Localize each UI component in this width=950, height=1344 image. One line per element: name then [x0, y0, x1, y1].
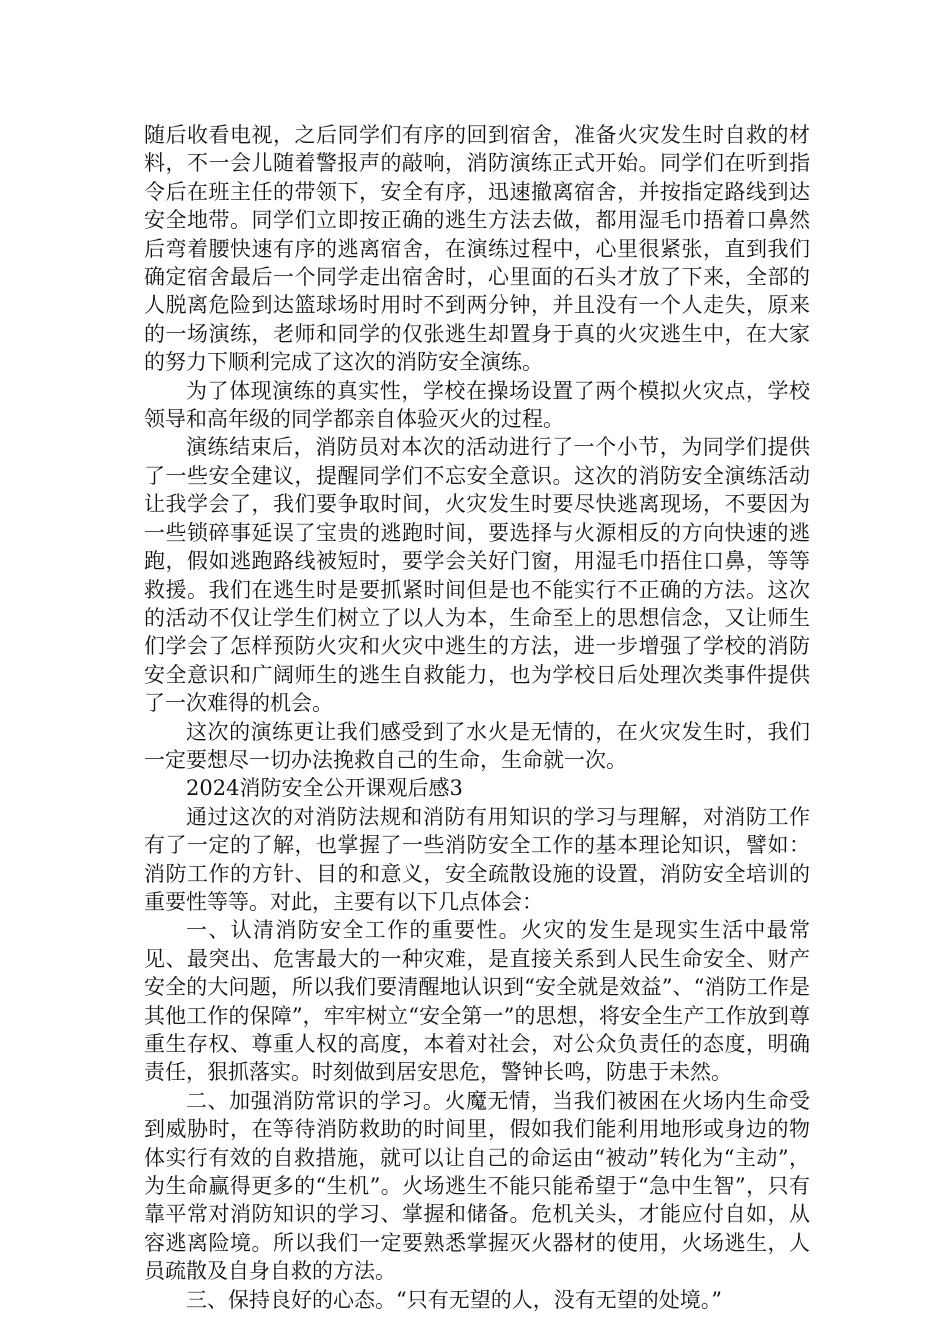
paragraph-point-two: 二、加强消防常识的学习。火魔无情，当我们被困在火场内生命受到威胁时，在等待消防救助的时间里，假如我们能利用地形或身边的物体实行有效的自救措施，就可以让自己的命运由“被动”转化为“主动”，为生命赢得更多的“生机”。火场逃生不能只能希望于“急中生智”，只有靠平常对消防知识的学习、掌握和储备。危机关头，才能应付自如，从容逃离险境。所以我们一定要熟悉掌握灭火器材的使用，火场逃生，人员疏散及自身自救的方法。: [144, 1088, 810, 1284]
paragraph-reflection: 这次的演练更让我们感受到了水火是无情的，在火灾发生时，我们一定要想尽一切办法挽救自己的生命，生命就一次。: [144, 719, 810, 772]
document-body: [144, 121, 810, 1314]
paragraph-intro: 通过这次的对消防法规和消防有用知识的学习与理解，对消防工作有了一定的了解，也掌握了一些消防安全工作的基本理论知识，譬如：消防工作的方针、目的和意义，安全疏散设施的设置，消防安全培训的重要性等等。对此，主要有以下几点体会：: [144, 804, 810, 914]
paragraph-fire-points: 为了体现演练的真实性，学校在操场设置了两个模拟火灾点，学校领导和高年级的同学都亲自体验灭火的过程。: [144, 378, 810, 432]
paragraph-point-one: 一、认清消防安全工作的重要性。火灾的发生是现实生活中最常见、最突出、危害最大的一种灾难，是直接关系到人民生命安全、财产安全的大问题，所以我们要清醒地认识到“安全就是效益”、“消防工作是其他工作的保障”，牢牢树立“安全第一”的思想，将安全生产工作放到尊重生存权、尊重人权的高度，本着对社会，对公众负责任的态度，明确责任，狠抓落实。时刻做到居安思危，警钟长鸣，防患于未然。: [144, 918, 810, 1085]
paragraph-drill-narrative: 随后收看电视，之后同学们有序的回到宿舍，准备火灾发生时自救的材料，不一会儿随着警报声的敲响，消防演练正式开始。同学们在听到指令后在班主任的带领下，安全有序，迅速撤离宿舍，并按指定路线到达安全地带。同学们立即按正确的逃生方法去做，都用湿毛巾捂着口鼻然后弯着腰快速有序的逃离宿舍，在演练过程中，心里很紧张，直到我们确定宿舍最后一个同学走出宿舍时，心里面的石头才放了下来，全部的人脱离危险到达篮球场时用时不到两分钟，并且没有一个人走失，原来的一场演练，老师和同学的仅张逃生却置身于真的火灾逃生中，在大家的努力下顺利完成了这次的消防安全演练。: [144, 123, 810, 375]
paragraph-drill-summary: 演练结束后，消防员对本次的活动进行了一个小节，为同学们提供了一些安全建议，提醒同学们不忘安全意识。这次的消防安全演练活动让我学会了，我们要争取时间，火灾发生时要尽快逃离现场，不要因为一些锁碎事延误了宝贵的逃跑时间，要选择与火源相反的方向快速的逃跑，假如逃跑路线被短时，要学会关好门窗，用湿毛巾捂住口鼻，等等救援。我们在逃生时是要抓紧时间但是也不能实行不正确的方法。这次的活动不仅让学生们树立了以人为本，生命至上的思想信念，又让师生们学会了怎样预防火灾和火灾中逃生的方法，进一步增强了学校的消防安全意识和广阔师生的逃生自救能力，也为学校日后处理次类事件提供了一次难得的机会。: [144, 435, 810, 716]
section-heading: 2024消防安全公开课观后感3: [186, 776, 463, 801]
paragraph-point-three: 三、保持良好的心态。“只有无望的人，没有无望的处境。”: [186, 1287, 722, 1312]
